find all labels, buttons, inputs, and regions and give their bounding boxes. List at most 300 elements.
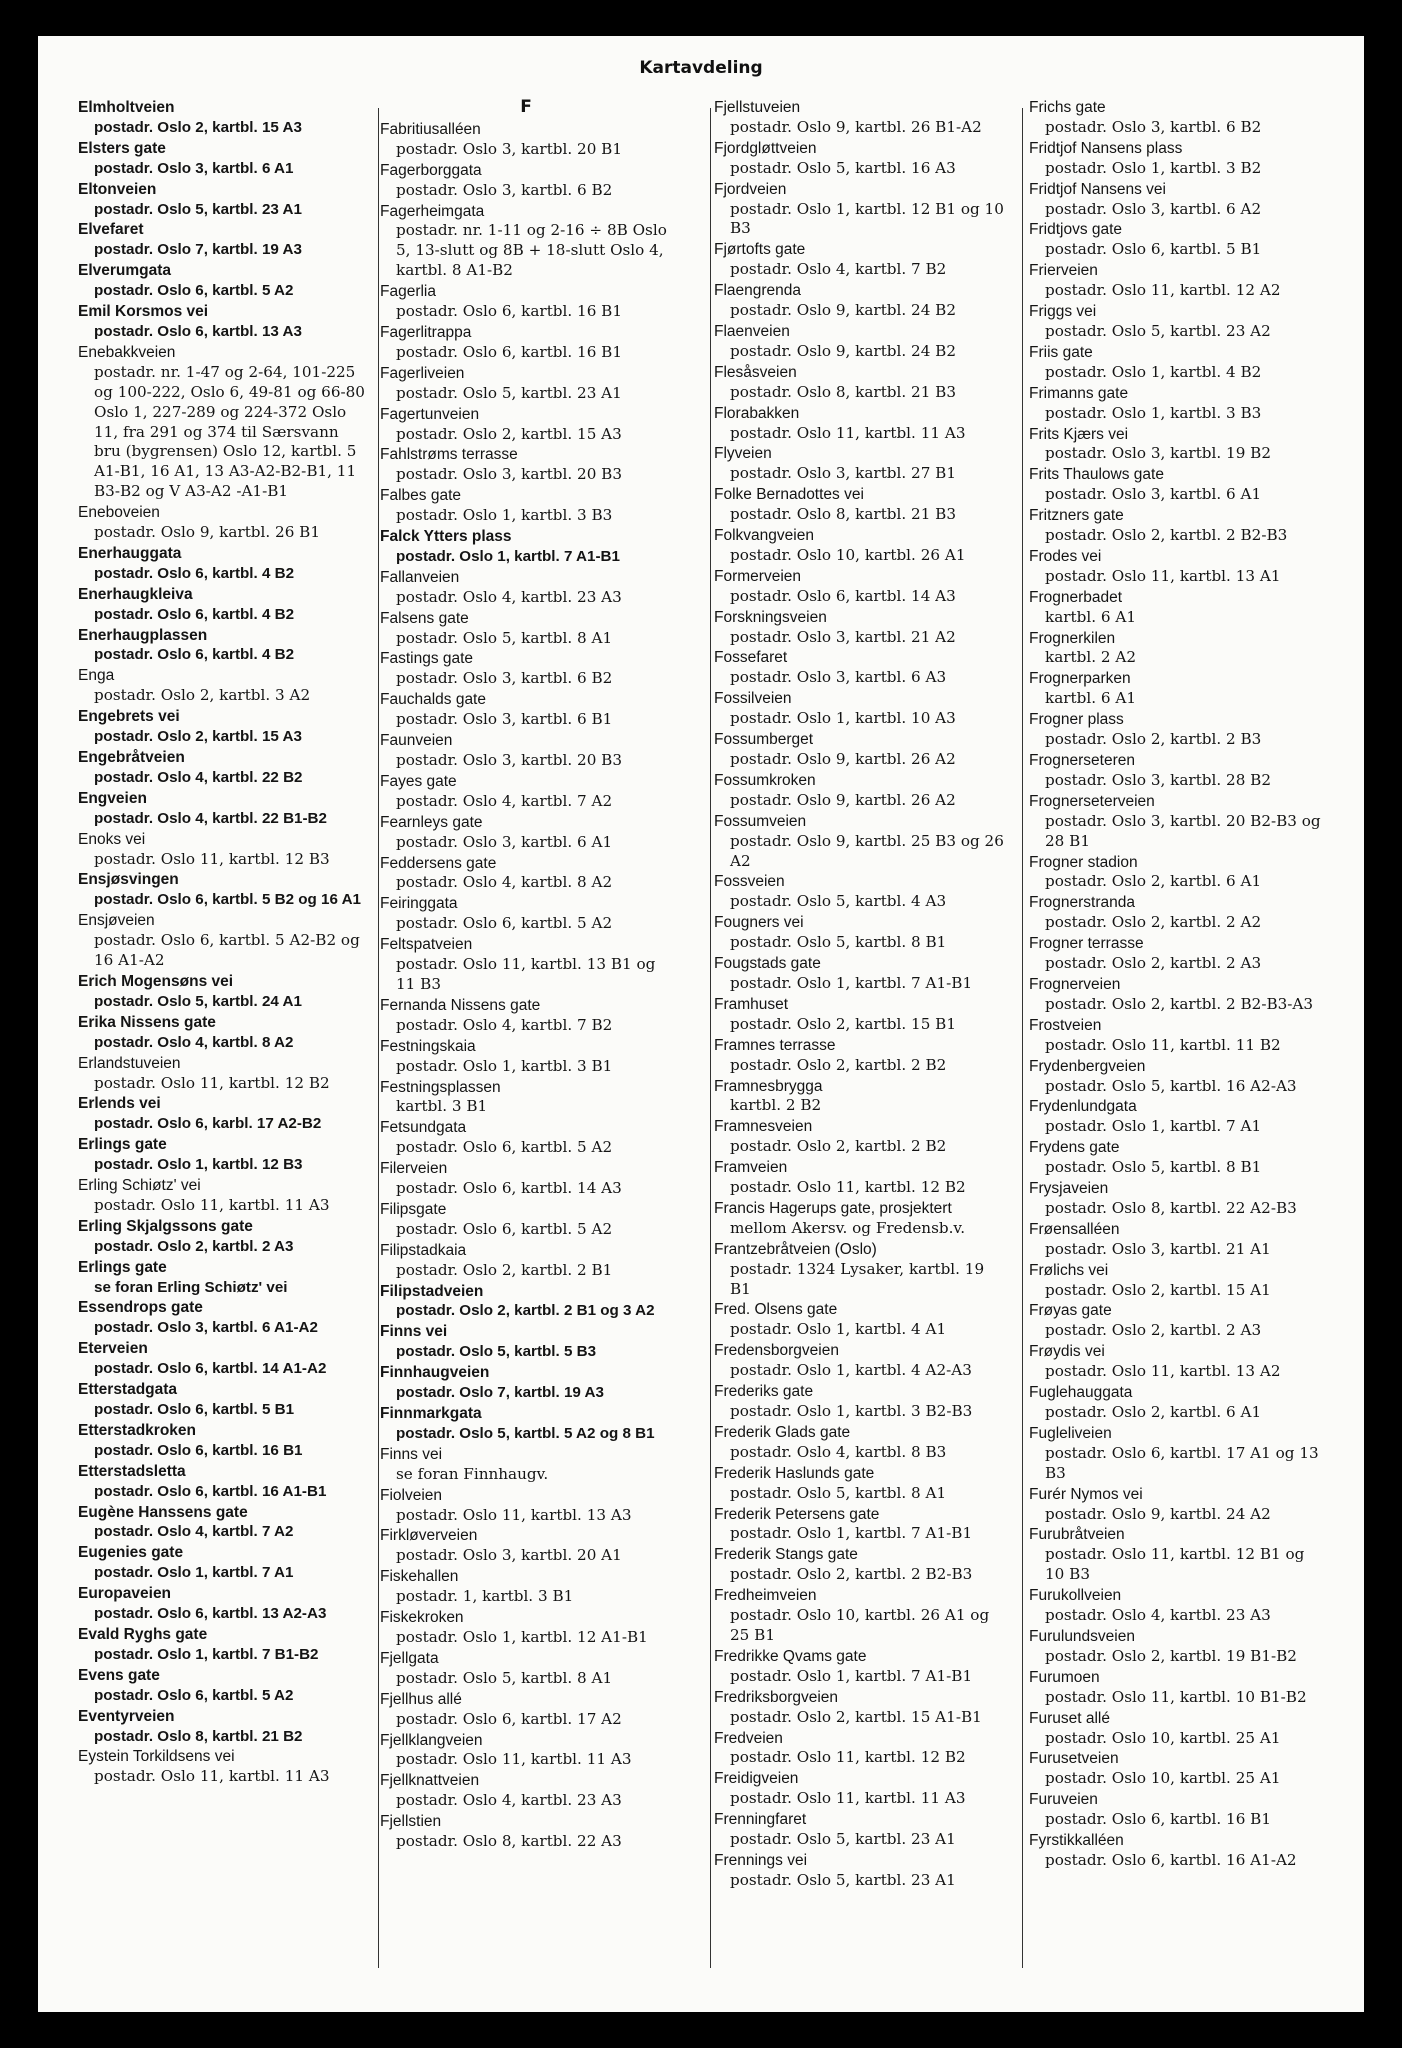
street-entry xyxy=(380,486,672,526)
street-entry xyxy=(78,1258,370,1298)
street-detail: postadr. Oslo 6, kartbl. 4 B2 xyxy=(94,605,295,623)
street-entry xyxy=(1029,1057,1321,1097)
street-entry xyxy=(380,1486,672,1526)
street-name: Erling Schiøtz' vei xyxy=(78,1177,201,1195)
directory-page xyxy=(38,36,1364,2012)
street-name: Evens gate xyxy=(78,1666,160,1684)
street-entry xyxy=(714,1158,1006,1198)
street-detail: postadr. Oslo 6, kartbl. 16 B1 xyxy=(94,1441,303,1459)
street-name: Frogner stadion xyxy=(1029,853,1138,871)
street-detail: postadr. Oslo 7, kartbl. 19 A3 xyxy=(94,241,302,259)
street-entry xyxy=(1029,588,1321,628)
street-name: Frederik Glads gate xyxy=(714,1423,851,1441)
street-entry xyxy=(714,608,1006,648)
street-entry xyxy=(1029,1138,1321,1178)
street-detail: postadr. Oslo 5, kartbl. 8 B1 xyxy=(1045,1158,1262,1177)
street-entry xyxy=(380,894,672,934)
street-entry xyxy=(714,1199,1006,1239)
street-name: Fuglehauggata xyxy=(1029,1384,1133,1402)
street-name: Enerhaugkleiva xyxy=(78,585,193,603)
street-detail: postadr. Oslo 10, kartbl. 25 A1 xyxy=(1045,1728,1281,1747)
street-entry xyxy=(714,404,1006,444)
street-detail: postadr. Oslo 2, kartbl. 15 A1-B1 xyxy=(730,1707,982,1726)
street-name: Frognerparken xyxy=(1029,670,1131,688)
column-rule xyxy=(378,108,379,1968)
street-entry xyxy=(714,1077,1006,1117)
street-entry xyxy=(714,363,1006,403)
street-name: Flesåsveien xyxy=(714,363,797,381)
street-detail: postadr. Oslo 11, kartbl. 11 A3 xyxy=(94,1195,330,1214)
street-name: Erling Skjalgssons gate xyxy=(78,1217,253,1235)
street-entry xyxy=(380,1322,672,1362)
street-entry xyxy=(1029,1749,1321,1789)
street-detail: postadr. Oslo 7, kartbl. 19 A3 xyxy=(396,1384,604,1402)
street-detail: postadr. Oslo 11, kartbl. 13 A2 xyxy=(1045,1362,1281,1381)
street-name: Fjellstuveien xyxy=(714,99,801,116)
street-entry xyxy=(1029,1790,1321,1830)
street-entry xyxy=(380,120,672,160)
street-name: Fiolveien xyxy=(380,1486,443,1504)
street-detail: postadr. Oslo 9, kartbl. 26 A2 xyxy=(730,750,956,768)
street-entry xyxy=(380,1118,672,1158)
street-entry xyxy=(380,364,672,404)
street-name: Forskningsveien xyxy=(714,608,827,626)
street-entry xyxy=(380,1241,672,1281)
street-name: Enerhaugplassen xyxy=(78,626,208,644)
street-detail: postadr. Oslo 3, kartbl. 27 B1 xyxy=(730,464,957,483)
street-detail: se foran Erling Schiøtz' vei xyxy=(94,1278,288,1296)
street-detail: postadr. Oslo 5, kartbl. 16 A3 xyxy=(730,158,956,177)
street-entry xyxy=(1029,384,1321,424)
street-name: Fredensborgveien xyxy=(714,1342,839,1360)
street-name: Erlandstuveien xyxy=(78,1054,181,1072)
street-name: Fagertunveien xyxy=(380,405,480,423)
street-name: Engebråtveien xyxy=(78,749,185,766)
street-entry xyxy=(1029,975,1321,1015)
street-entry xyxy=(78,1707,370,1747)
street-name: Friggs vei xyxy=(1029,303,1097,321)
street-name: Erika Nissens gate xyxy=(78,1013,216,1031)
street-entry xyxy=(78,1380,370,1420)
street-detail: postadr. Oslo 6, kartbl. 16 A1-B1 xyxy=(94,1482,327,1500)
street-detail: postadr. Oslo 4, kartbl. 7 A2 xyxy=(396,791,613,810)
street-entry xyxy=(380,1200,672,1240)
street-entry xyxy=(78,972,370,1012)
street-name: Fredveien xyxy=(714,1729,783,1747)
street-name: Eystein Torkildsens vei xyxy=(78,1748,235,1766)
street-detail: postadr. Oslo 2, kartbl. 2 A3 xyxy=(1045,1321,1262,1340)
street-entry xyxy=(1029,934,1321,974)
street-entry xyxy=(1029,425,1321,465)
street-name: Framnesbrygga xyxy=(714,1077,823,1095)
street-entry xyxy=(78,180,370,220)
street-detail: postadr. Oslo 6, kartbl. 5 A2-B2 og 16 A1-A2 xyxy=(94,931,360,970)
street-entry xyxy=(714,1036,1006,1076)
street-detail: postadr. Oslo 5, kartbl. 8 A1 xyxy=(396,1668,613,1687)
street-name: Fjordgløttveien xyxy=(714,139,817,157)
street-name: Falbes gate xyxy=(380,487,461,505)
street-entry xyxy=(78,1054,370,1094)
street-entry xyxy=(714,812,1006,872)
street-detail: postadr. Oslo 9, kartbl. 26 A2 xyxy=(730,790,956,809)
street-name: Flaenveien xyxy=(714,322,790,340)
street-detail: postadr. Oslo 6, karbl. 17 A2-B2 xyxy=(94,1115,322,1133)
street-name: Evald Ryghs gate xyxy=(78,1625,208,1643)
street-name: Fastings gate xyxy=(380,650,474,668)
street-detail: postadr. Oslo 6, kartbl. 4 B2 xyxy=(94,564,295,582)
street-name: Frognerseteren xyxy=(1029,752,1135,769)
street-detail: postadr. 1, kartbl. 3 B1 xyxy=(396,1587,574,1606)
street-detail: postadr. Oslo 8, kartbl. 22 A2-B3 xyxy=(1045,1198,1297,1217)
street-entry xyxy=(78,1421,370,1461)
street-detail: postadr. Oslo 6, kartbl. 13 A2-A3 xyxy=(94,1605,327,1623)
street-name: Fridtjof Nansens vei xyxy=(1029,180,1166,198)
street-entry xyxy=(78,1503,370,1543)
street-column-2 xyxy=(380,98,672,1853)
street-name: Enerhauggata xyxy=(78,544,182,562)
street-entry xyxy=(380,1731,672,1771)
street-detail: se foran Finnhaugv. xyxy=(396,1464,549,1483)
street-detail: postadr. Oslo 5, kartbl. 23 A1 xyxy=(730,1870,956,1889)
street-entry xyxy=(1029,465,1321,505)
street-detail: postadr. Oslo 11, kartbl. 11 A3 xyxy=(94,1767,330,1786)
street-entry xyxy=(78,626,370,666)
street-detail: postadr. Oslo 6, kartbl. 16 B1 xyxy=(396,342,623,361)
street-name: Frognerstranda xyxy=(1029,894,1135,912)
street-detail: postadr. Oslo 1, kartbl. 4 A2-A3 xyxy=(730,1361,972,1380)
street-detail: postadr. Oslo 11, kartbl. 12 B1 og 10 B3 xyxy=(1045,1545,1305,1584)
street-detail: postadr. Oslo 5, kartbl. 5 A2 og 8 B1 xyxy=(396,1424,655,1442)
street-detail: postadr. Oslo 2, kartbl. 2 B2-B3 xyxy=(1045,526,1288,545)
street-name: Eterveien xyxy=(78,1340,148,1358)
street-name: Filipstadveien xyxy=(380,1282,484,1300)
street-detail: postadr. Oslo 3, kartbl. 6 B1 xyxy=(396,710,613,729)
street-detail: postadr. Oslo 3, kartbl. 20 A1 xyxy=(396,1546,622,1565)
street-name: Fearnleys gate xyxy=(380,813,483,831)
street-name: Frits Kjærs vei xyxy=(1029,425,1129,443)
street-entry xyxy=(78,220,370,260)
street-detail: postadr. Oslo 3, kartbl. 20 B1 xyxy=(396,139,623,158)
street-entry xyxy=(714,1300,1006,1340)
street-detail: postadr. Oslo 6, kartbl. 5 B1 xyxy=(94,1401,295,1418)
street-name: Frederiks gate xyxy=(714,1383,814,1401)
street-name: Fagerheimgata xyxy=(380,202,485,220)
street-entry xyxy=(78,748,370,788)
street-detail: postadr. Oslo 2, kartbl. 3 A2 xyxy=(94,686,311,705)
street-name: Frøyas gate xyxy=(1029,1302,1112,1320)
street-detail: postadr. Oslo 3, kartbl. 6 B2 xyxy=(396,669,613,688)
street-name: Fagerliveien xyxy=(380,364,465,382)
street-entry xyxy=(1029,1097,1321,1137)
street-entry xyxy=(78,1176,370,1216)
street-entry xyxy=(714,281,1006,321)
street-entry xyxy=(1029,893,1321,933)
street-name: Frognerbadet xyxy=(1029,588,1123,606)
street-detail: postadr. Oslo 2, kartbl. 2 B2 xyxy=(730,1055,947,1074)
street-name: Erlings gate xyxy=(78,1258,167,1276)
street-detail: postadr. Oslo 6, kartbl. 5 B2 og 16 A1 xyxy=(94,891,361,909)
street-entry xyxy=(1029,669,1321,709)
street-entry xyxy=(380,731,672,771)
street-detail: postadr. Oslo 6, kartbl. 5 A2 xyxy=(396,914,613,933)
street-entry xyxy=(78,1298,370,1338)
street-entry xyxy=(380,1690,672,1730)
street-detail: postadr. Oslo 6, kartbl. 16 B1 xyxy=(1045,1810,1272,1829)
street-entry xyxy=(78,1543,370,1583)
street-name: Furubråtveien xyxy=(1029,1526,1125,1544)
street-entry xyxy=(380,609,672,649)
street-entry xyxy=(78,870,370,910)
street-entry xyxy=(1029,792,1321,852)
street-name: Fjellknattveien xyxy=(380,1772,480,1790)
street-entry xyxy=(78,1625,370,1665)
street-entry xyxy=(714,913,1006,953)
street-detail: postadr. nr. 1-11 og 2-16 ÷ 8B Oslo 5, 13-slutt og 8B + 18-slutt Oslo 4, kartbl. 8 A1-B2 xyxy=(396,221,667,280)
street-name: Falsens gate xyxy=(380,609,469,627)
street-name: Feltspatveien xyxy=(380,936,473,954)
street-name: Fernanda Nissens gate xyxy=(380,996,541,1014)
street-detail: postadr. Oslo 5, kartbl. 8 B1 xyxy=(730,933,947,952)
street-detail: postadr. Oslo 6, kartbl. 14 A3 xyxy=(396,1179,622,1198)
street-detail: postadr. Oslo 5, kartbl. 4 A3 xyxy=(730,892,947,911)
street-detail: postadr. Oslo 3, kartbl. 6 A1-A2 xyxy=(94,1319,318,1337)
street-name: Fagerlitrappa xyxy=(380,323,472,341)
street-detail: postadr. Oslo 1, kartbl. 3 B2-B3 xyxy=(730,1402,973,1420)
street-detail: postadr. Oslo 8, kartbl. 21 B3 xyxy=(730,505,957,524)
street-entry xyxy=(1029,1485,1321,1525)
street-entry xyxy=(1029,343,1321,383)
street-entry xyxy=(78,1666,370,1706)
street-name: Fred. Olsens gate xyxy=(714,1301,838,1319)
street-detail: postadr. Oslo 3, kartbl. 6 A3 xyxy=(730,668,947,687)
street-detail: postadr. Oslo 1, kartbl. 7 A1-B1 xyxy=(396,547,620,565)
street-name: Frøydis vei xyxy=(1029,1343,1105,1361)
street-detail: postadr. Oslo 3, kartbl. 6 A1 xyxy=(94,159,294,177)
street-name: Finns vei xyxy=(380,1323,448,1341)
street-name: Formerveien xyxy=(714,567,801,585)
street-detail: postadr. Oslo 3, kartbl. 20 B3 xyxy=(396,751,623,769)
street-detail: postadr. Oslo 5, kartbl. 23 A1 xyxy=(396,383,622,402)
street-name: Feddersens gate xyxy=(380,854,497,872)
street-detail: postadr. Oslo 2, kartbl. 2 B2-B3 xyxy=(730,1565,973,1584)
street-entry xyxy=(1029,220,1321,260)
street-entry xyxy=(78,98,370,138)
street-entry xyxy=(78,1013,370,1053)
street-name: Flyveien xyxy=(714,445,772,463)
street-entry xyxy=(380,935,672,995)
street-detail: postadr. Oslo 6, kartbl. 14 A3 xyxy=(730,586,956,605)
street-name: Furuveien xyxy=(1029,1791,1098,1809)
street-detail: postadr. Oslo 2, kartbl. 15 A3 xyxy=(94,118,302,136)
street-column-1 xyxy=(78,98,370,1788)
street-entry xyxy=(1029,710,1321,750)
street-entry xyxy=(714,1382,1006,1422)
street-entry xyxy=(714,240,1006,280)
street-name: Filerveien xyxy=(380,1160,448,1178)
street-name: Eneboveien xyxy=(78,504,160,522)
street-name: Frenningfaret xyxy=(714,1811,807,1829)
street-entry xyxy=(380,1363,672,1403)
street-name: Fauchalds gate xyxy=(380,691,486,709)
street-name: Frits Thaulows gate xyxy=(1029,466,1164,484)
street-entry xyxy=(78,302,370,342)
street-detail: postadr. Oslo 1, kartbl. 10 A3 xyxy=(730,709,956,728)
street-entry xyxy=(1029,139,1321,179)
street-entry xyxy=(1029,1831,1321,1871)
street-name: Etterstadsletta xyxy=(78,1462,186,1480)
street-name: Framnes terrasse xyxy=(714,1036,836,1054)
street-detail: postadr. Oslo 5, kartbl. 23 A1 xyxy=(730,1830,956,1849)
street-entry xyxy=(78,1584,370,1624)
street-name: Freidigveien xyxy=(714,1770,799,1788)
street-detail: postadr. Oslo 1, kartbl. 12 A1-B1 xyxy=(396,1627,648,1646)
street-name: Fossumveien xyxy=(714,812,807,830)
street-entry xyxy=(380,772,672,812)
street-entry xyxy=(380,1649,672,1689)
street-name: Frogner plass xyxy=(1029,711,1124,729)
street-entry xyxy=(380,527,672,567)
street-name: Frydens gate xyxy=(1029,1139,1120,1157)
street-entry xyxy=(714,139,1006,179)
street-detail: postadr. Oslo 11, kartbl. 11 A3 xyxy=(730,423,966,442)
street-name: Etterstadgata xyxy=(78,1381,178,1399)
street-name: Furusetveien xyxy=(1029,1750,1119,1768)
street-detail: postadr. Oslo 10, kartbl. 25 A1 xyxy=(1045,1769,1281,1788)
street-detail: postadr. Oslo 11, kartbl. 12 B2 xyxy=(730,1178,966,1197)
street-name: Festningsplassen xyxy=(380,1078,501,1096)
street-name: Finns vei xyxy=(380,1445,443,1463)
street-detail: kartbl. 2 B2 xyxy=(730,1096,822,1115)
street-detail: postadr. Oslo 3, kartbl. 6 A1 xyxy=(1045,485,1262,504)
street-name: Fugleliveien xyxy=(1029,1424,1112,1442)
street-name: Essendrops gate xyxy=(78,1299,203,1317)
street-entry xyxy=(380,1037,672,1077)
street-entry xyxy=(380,813,672,853)
street-detail: postadr. Oslo 9, kartbl. 26 B1 xyxy=(94,523,321,542)
street-entry xyxy=(1029,1220,1321,1260)
street-detail: postadr. nr. 1-47 og 2-64, 101-225 og 100-222, Oslo 6, 49-81 og 66-80 Oslo 1, 227-289 og 224-372 Oslo 11, fra 291 og 374 til Særsvann bru (bygrensen) Oslo 12, kartbl. 5 A1-B1, 16 A1, 13 A3-A2-B2-B1, 11 B3-B2 og V A3-A2 -A1-B1 xyxy=(94,362,365,501)
street-detail: postadr. Oslo 11, kartbl. 12 B2 xyxy=(730,1748,966,1767)
street-entry xyxy=(380,1078,672,1118)
street-detail: postadr. Oslo 5, kartbl. 8 A1 xyxy=(396,628,613,647)
street-entry xyxy=(78,1094,370,1134)
street-name: Fredriksborgveien xyxy=(714,1688,839,1706)
street-name: Framveien xyxy=(714,1159,788,1177)
street-name: Framhuset xyxy=(714,995,789,1013)
street-entry xyxy=(1029,1301,1321,1341)
street-entry xyxy=(714,1117,1006,1157)
street-entry xyxy=(78,1135,370,1175)
street-entry xyxy=(714,322,1006,362)
street-name: Frysjaveien xyxy=(1029,1180,1109,1198)
street-detail: postadr. Oslo 8, kartbl. 21 B2 xyxy=(94,1727,303,1745)
street-name: Finnhaugveien xyxy=(380,1364,490,1382)
street-name: Elverumgata xyxy=(78,262,172,280)
street-detail: postadr. Oslo 4, kartbl. 23 A3 xyxy=(396,587,622,606)
street-name: Ensjøsvingen xyxy=(78,871,179,889)
street-detail: postadr. Oslo 1, kartbl. 4 A1 xyxy=(730,1320,947,1339)
street-name: Fritzners gate xyxy=(1029,507,1124,525)
street-entry xyxy=(714,872,1006,912)
street-detail: postadr. Oslo 11, kartbl. 13 A3 xyxy=(396,1505,632,1524)
street-entry xyxy=(78,1339,370,1379)
street-name: Fiskekroken xyxy=(380,1609,464,1627)
street-name: Francis Hagerups gate, prosjektert xyxy=(714,1199,952,1217)
street-detail: postadr. Oslo 3, kartbl. 20 B2-B3 og 28 B1 xyxy=(1045,811,1321,850)
street-detail: postadr. Oslo 1, kartbl. 3 B3 xyxy=(1045,403,1262,422)
street-name: Elsters gate xyxy=(78,139,166,157)
street-entry xyxy=(714,1341,1006,1381)
street-name: Eventyrveien xyxy=(78,1707,175,1725)
street-entry xyxy=(1029,1627,1321,1667)
street-entry xyxy=(380,445,672,485)
street-name: Fyrstikkalléen xyxy=(1029,1832,1124,1850)
street-name: Fagerborggata xyxy=(380,161,482,179)
street-entry xyxy=(380,161,672,201)
street-name: Fayes gate xyxy=(380,772,457,790)
street-name: Frimanns gate xyxy=(1029,384,1129,402)
street-name: Fougners vei xyxy=(714,914,804,932)
street-detail: postadr. Oslo 2, kartbl. 6 A1 xyxy=(1045,872,1262,891)
street-name: Folke Bernadottes vei xyxy=(714,486,864,504)
street-entry xyxy=(1029,1709,1321,1749)
street-entry xyxy=(380,1567,672,1607)
street-detail: mellom Akersv. og Fredensb.v. xyxy=(730,1218,966,1237)
street-detail: postadr. Oslo 3, kartbl. 19 B2 xyxy=(1045,444,1272,463)
street-entry xyxy=(1029,98,1321,138)
street-name: Fjellhus allé xyxy=(380,1690,462,1708)
street-name: Flaengrenda xyxy=(714,282,802,300)
street-name: Furukollveien xyxy=(1029,1587,1122,1605)
street-detail: kartbl. 3 B1 xyxy=(396,1097,488,1116)
street-name: Erich Mogensøns vei xyxy=(78,972,234,990)
street-detail: postadr. Oslo 4, kartbl. 8 A2 xyxy=(94,1033,294,1051)
street-entry xyxy=(1029,506,1321,546)
street-detail: postadr. Oslo 4, kartbl. 8 A2 xyxy=(396,873,613,892)
street-detail: postadr. Oslo 6, kartbl. 4 B2 xyxy=(94,646,295,664)
street-entry xyxy=(714,444,1006,484)
street-name: Falck Ytters plass xyxy=(380,528,512,546)
street-name: Fridtjovs gate xyxy=(1029,221,1123,239)
street-name: Furumoen xyxy=(1029,1668,1100,1686)
street-detail: postadr. Oslo 6, kartbl. 5 A2 xyxy=(94,1686,294,1704)
street-detail: postadr. Oslo 9, kartbl. 24 A2 xyxy=(1045,1504,1271,1523)
street-detail: postadr. Oslo 5, kartbl. 23 A2 xyxy=(1045,321,1271,340)
street-name: Eugène Hanssens gate xyxy=(78,1503,248,1521)
street-name: Engebrets vei xyxy=(78,708,180,726)
street-detail: postadr. Oslo 5, kartbl. 23 A1 xyxy=(94,200,302,218)
street-detail: postadr. Oslo 2, kartbl. 2 A2 xyxy=(1045,913,1262,932)
street-entry xyxy=(380,1282,672,1322)
street-entry xyxy=(1029,751,1321,791)
street-detail: postadr. Oslo 3, kartbl. 28 B2 xyxy=(1045,770,1272,789)
street-name: Frederik Petersens gate xyxy=(714,1505,880,1523)
street-name: Elmholtveien xyxy=(78,99,175,116)
street-entry xyxy=(714,98,1006,138)
street-entry xyxy=(380,1812,672,1852)
street-name: Erlings gate xyxy=(78,1136,167,1154)
street-detail: postadr. Oslo 4, kartbl. 7 A2 xyxy=(94,1523,294,1541)
street-entry xyxy=(380,323,672,363)
street-entry xyxy=(78,503,370,543)
street-entry xyxy=(714,1810,1006,1850)
street-entry xyxy=(78,707,370,747)
street-entry xyxy=(380,1608,672,1648)
street-name: Frichs gate xyxy=(1029,99,1106,116)
street-detail: postadr. Oslo 8, kartbl. 21 B3 xyxy=(730,382,957,401)
street-name: Furuset allé xyxy=(1029,1709,1110,1727)
street-entry xyxy=(380,405,672,445)
